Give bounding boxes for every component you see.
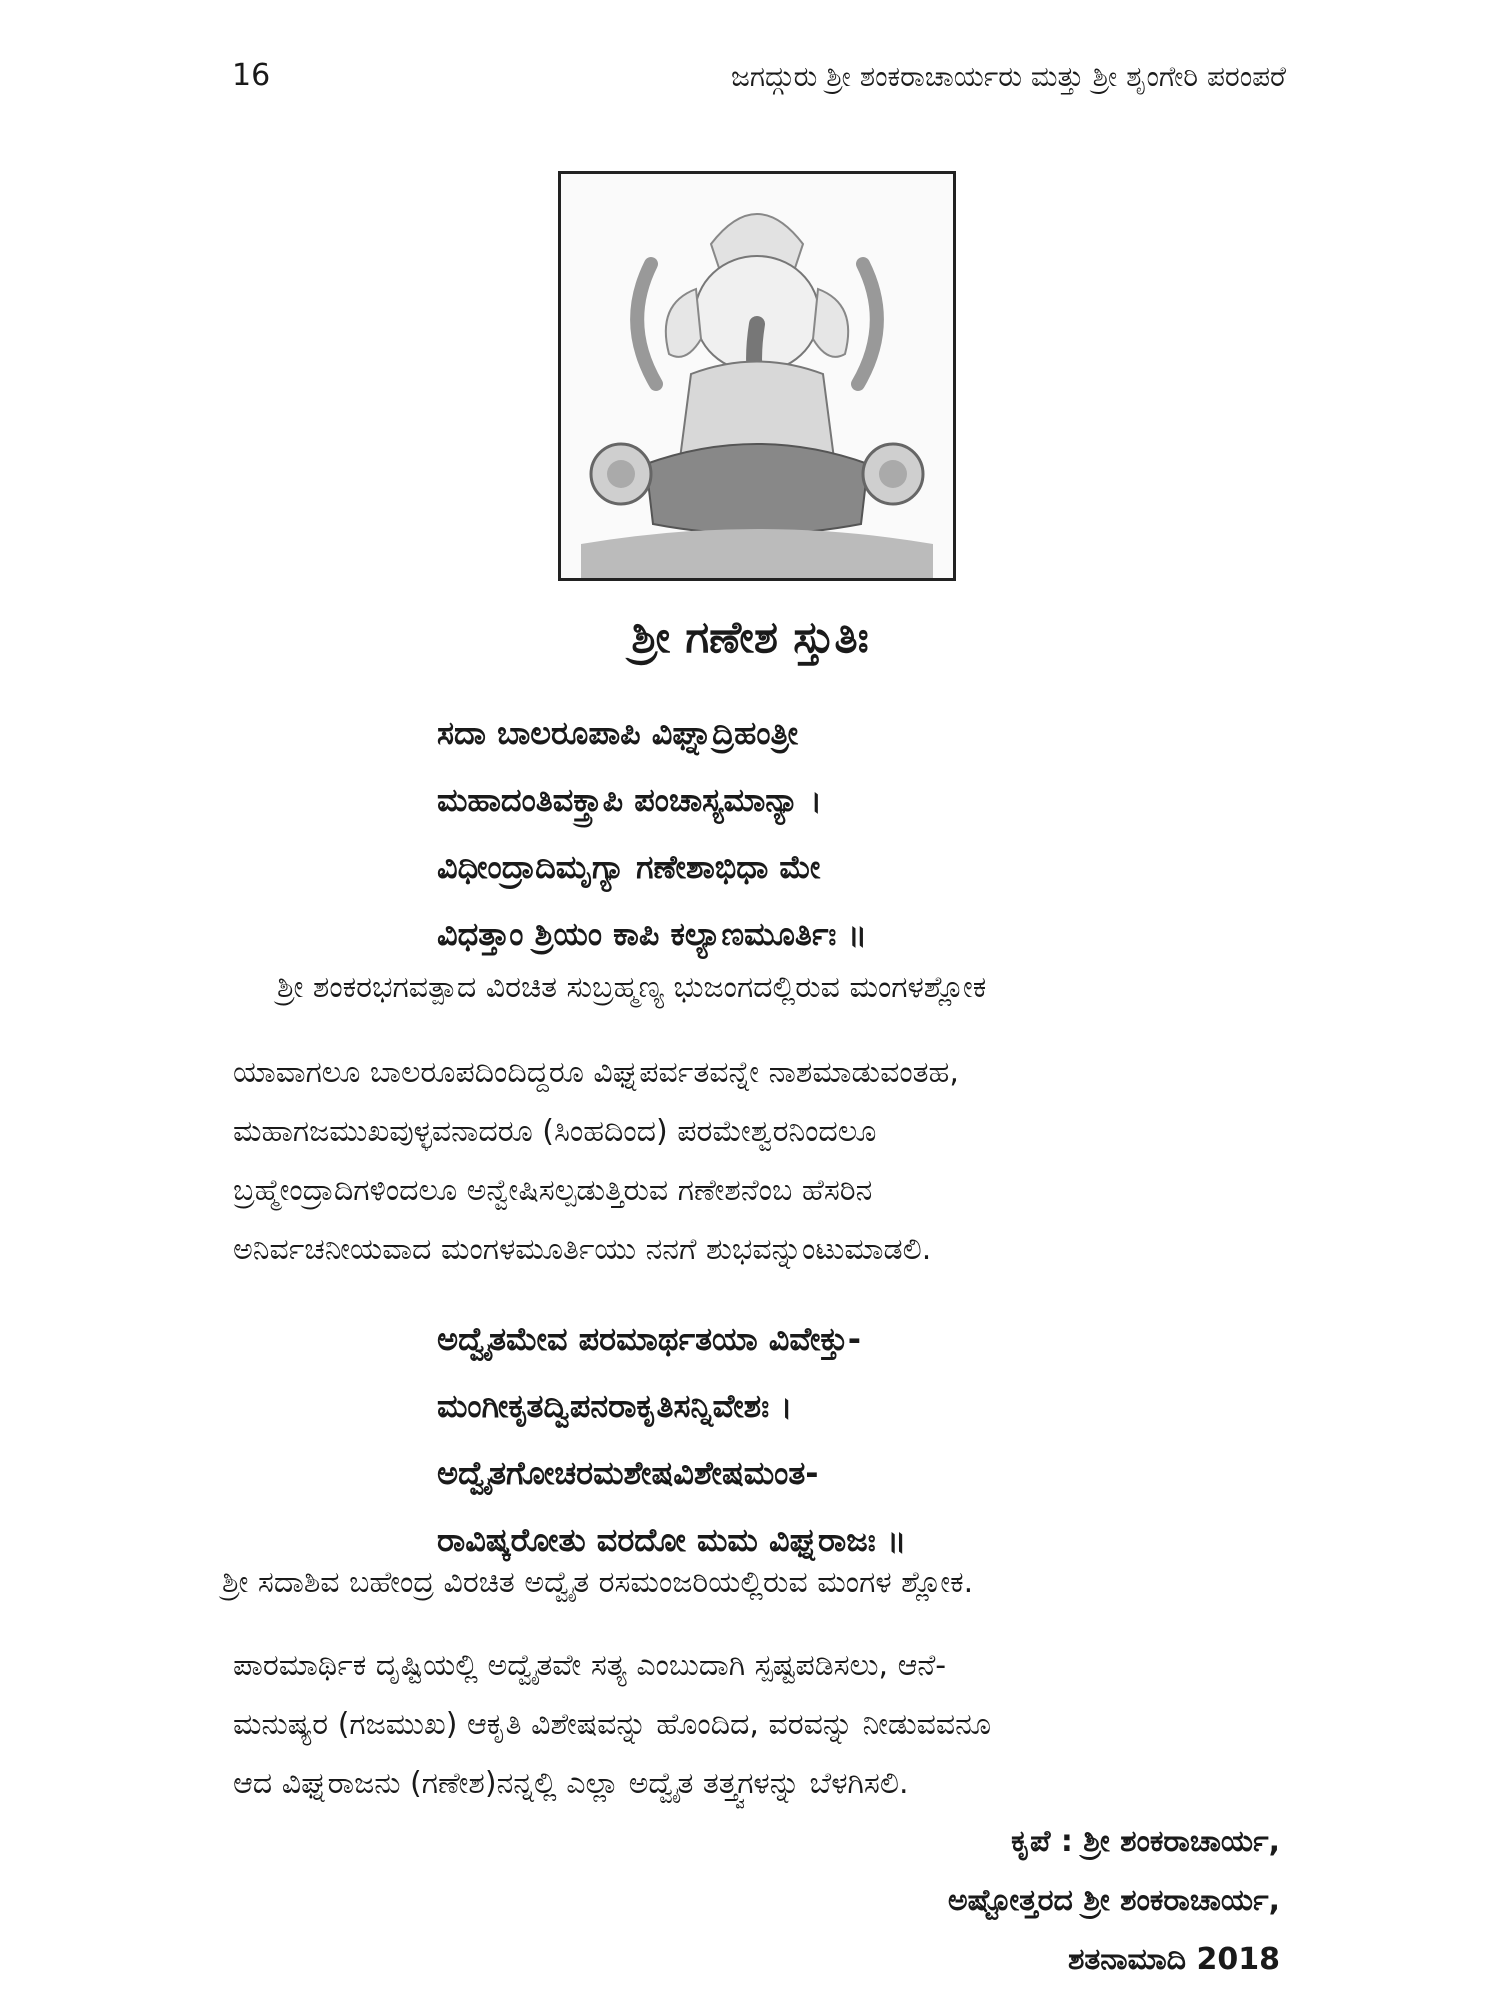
verse-line: ವಿಧೀಂದ್ರಾದಿಮೃಗ್ಯಾ ಗಣೇಶಾಭಿಧಾ ಮೇ bbox=[437, 848, 821, 886]
page-title: ಶ್ರೀ ಗಣೇಶ ಸ್ತುತಿಃ bbox=[631, 612, 869, 663]
verse-line: ಅದ್ವೈತಮೇವ ಪರಮಾರ್ಥತಯಾ ವಿವೇಕ್ತು- bbox=[437, 1320, 862, 1358]
prose-line: ಅನಿರ್ವಚನೀಯವಾದ ಮಂಗಳಮೂರ್ತಿಯು ನನಗೆ ಶುಭವನ್ನುಂಟುಮಾಡಲಿ. bbox=[233, 1232, 932, 1267]
prose-line: ಬ್ರಹ್ಮೇಂದ್ರಾದಿಗಳಿಂದಲೂ ಅನ್ವೇಷಿಸಲ್ಪಡುತ್ತಿರುವ ಗಣೇಶನೆಂಬ ಹೆಸರಿನ bbox=[233, 1173, 873, 1208]
prose-line: ಮಹಾಗಜಮುಖವುಳ್ಳವನಾದರೂ (ಸಿಂಹದಿಂದ) ಪರಮೇಶ್ವರನಿಂದಲೂ bbox=[233, 1114, 877, 1149]
prose-line: ಪಾರಮಾರ್ಥಿಕ ದೃಷ್ಟಿಯಲ್ಲಿ ಅದ್ವೈತವೇ ಸತ್ಯ ಎಂಬುದಾಗಿ ಸ್ಪಷ್ಟಪಡಿಸಲು, ಆನೆ- bbox=[233, 1648, 947, 1683]
verse-block-1 bbox=[437, 700, 867, 968]
verse-line: ರಾವಿಷ್ಕರೋತು ವರದೋ ಮಮ ವಿಘ್ನರಾಜಃ ॥ bbox=[437, 1521, 907, 1559]
page-number: 16 bbox=[232, 58, 271, 93]
verse-line: ಮಹಾದಂತಿವಕ್ತ್ರಾಪಿ ಪಂಚಾಸ್ಯಮಾನ್ಯಾ । bbox=[437, 781, 823, 819]
verse-source-caption-1: ಶ್ರೀ ಶಂಕರಭಗವತ್ಪಾದ ವಿರಚಿತ ಸುಬ್ರಹ್ಮಣ್ಯ ಭುಜಂಗದಲ್ಲಿರುವ ಮಂಗಳಶ್ಲೋಕ bbox=[277, 970, 987, 1005]
translation-paragraph-1 bbox=[233, 1043, 1283, 1279]
verse-line: ವಿಧತ್ತಾಂ ಶ್ರಿಯಂ ಕಾಪಿ ಕಲ್ಯಾಣಮೂರ್ತಿಃ ॥ bbox=[437, 915, 868, 953]
prose-line: ಯಾವಾಗಲೂ ಬಾಲರೂಪದಿಂದಿದ್ದರೂ ವಿಘ್ನಪರ್ವತವನ್ನೇ ನಾಶಮಾಡುವಂತಹ, bbox=[233, 1055, 959, 1090]
running-head: ಜಗದ್ಗುರು ಶ್ರೀ ಶಂಕರಾಚಾರ್ಯರು ಮತ್ತು ಶ್ರೀ ಶೃಂಗೇರಿ ಪರಂಪರೆ bbox=[731, 60, 1286, 93]
ganesha-figure bbox=[558, 171, 956, 581]
credit-line: ಕೃಪೆ : ಶ್ರೀ ಶಂಕರಾಚಾರ್ಯ, bbox=[1011, 1824, 1280, 1859]
verse-line: ಮಂಗೀಕೃತದ್ವಿಪನರಾಕೃತಿಸನ್ನಿವೇಶಃ । bbox=[437, 1387, 793, 1425]
verse-source-caption-2: ಶ್ರೀ ಸದಾಶಿವ ಬಹೇಂದ್ರ ವಿರಚಿತ ಅದ್ವೈತ ರಸಮಂಜರಿಯಲ್ಲಿರುವ ಮಂಗಳ ಶ್ಲೋಕ. bbox=[222, 1565, 974, 1600]
ganesha-illustration-icon bbox=[561, 174, 953, 578]
credit-line: ಅಷ್ಟೋತ್ತರದ ಶ್ರೀ ಶಂಕರಾಚಾರ್ಯ, bbox=[947, 1883, 1280, 1918]
verse-block-2 bbox=[437, 1306, 906, 1574]
verse-line: ಅದ್ವೈತಗೋಚರಮಶೇಷವಿಶೇಷಮಂತ- bbox=[437, 1454, 819, 1492]
translation-paragraph-2 bbox=[233, 1636, 1283, 1813]
credit-block bbox=[948, 1812, 1280, 1989]
credit-line: ಶತನಾಮಾದಿ 2018 bbox=[1067, 1942, 1280, 1977]
prose-line: ಆದ ವಿಘ್ನರಾಜನು (ಗಣೇಶ)ನನ್ನಲ್ಲಿ ಎಲ್ಲಾ ಅದ್ವೈತ ತತ್ತ್ವಗಳನ್ನು ಬೆಳಗಿಸಲಿ. bbox=[233, 1766, 909, 1801]
prose-line: ಮನುಷ್ಯರ (ಗಜಮುಖ) ಆಕೃತಿ ವಿಶೇಷವನ್ನು ಹೊಂದಿದ, ವರವನ್ನು ನೀಡುವವನೂ bbox=[233, 1707, 991, 1742]
verse-line: ಸದಾ ಬಾಲರೂಪಾಪಿ ವಿಘ್ನಾದ್ರಿಹಂತ್ರೀ bbox=[437, 714, 799, 752]
